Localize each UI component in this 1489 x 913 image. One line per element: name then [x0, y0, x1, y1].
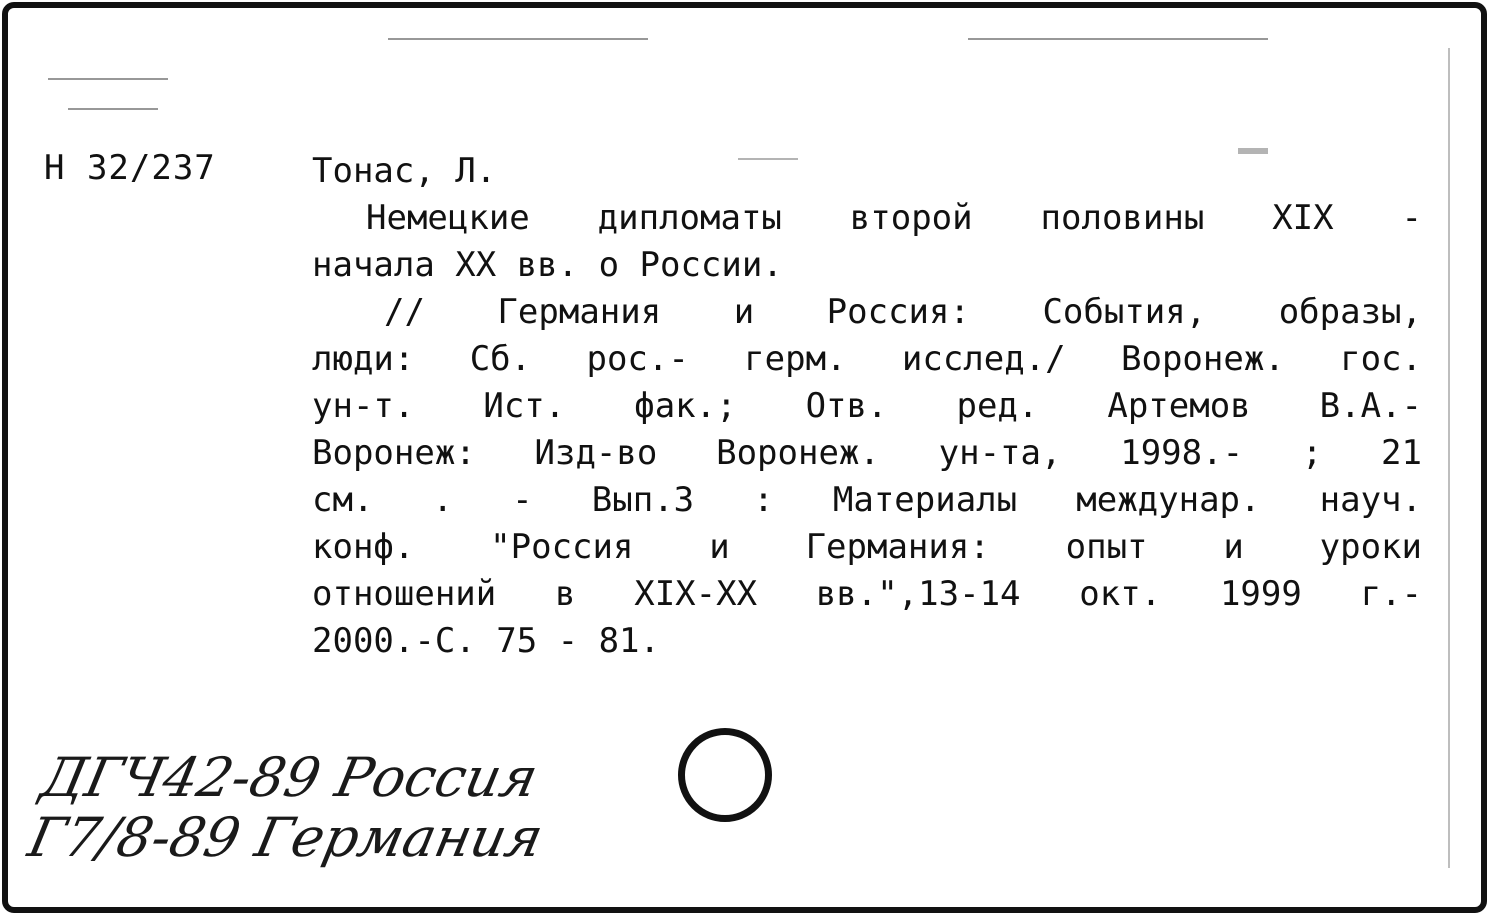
entry-pages: 2000.-С. 75 - 81.: [312, 621, 660, 661]
handwritten-notes: [23, 748, 561, 868]
entry-line: ун-т. Ист. фак.; Отв. ред. Артемов В.А.-: [312, 386, 1422, 426]
card-punch-hole: [678, 728, 772, 822]
entry-title: Немецкие дипломаты второй половины XIX -: [366, 198, 1422, 238]
handwritten-note: Г7/8-89 Германия: [23, 806, 549, 869]
entry-line: см. . - Вып.3 : Материалы междунар. науч.: [312, 480, 1422, 520]
scan-speckle: [68, 108, 158, 110]
scan-speckle: [968, 38, 1268, 40]
scan-speckle: [48, 78, 168, 80]
handwritten-note: ДГЧ42-89 Россия: [35, 746, 544, 809]
bibliographic-entry: [312, 148, 1422, 665]
scan-speckle: [388, 38, 648, 40]
entry-line: Воронеж: Изд-во Воронеж. ун-та, 1998.- ; 21: [312, 433, 1422, 473]
entry-line: конф. "Россия и Германия: опыт и уроки: [312, 527, 1422, 567]
scan-speckle: [1448, 48, 1450, 868]
entry-source: // Германия и Россия: События, образы,: [384, 292, 1422, 332]
entry-line: отношений в XIX-XX вв.",13-14 окт. 1999 г.-: [312, 574, 1422, 614]
entry-line: люди: Сб. рос.- герм. исслед./ Воронеж. гос.: [312, 339, 1422, 379]
shelf-mark: Н 32/237: [44, 148, 216, 188]
entry-title-cont: начала XX вв. о России.: [312, 245, 783, 285]
entry-author: Тонас, Л.: [312, 151, 497, 191]
